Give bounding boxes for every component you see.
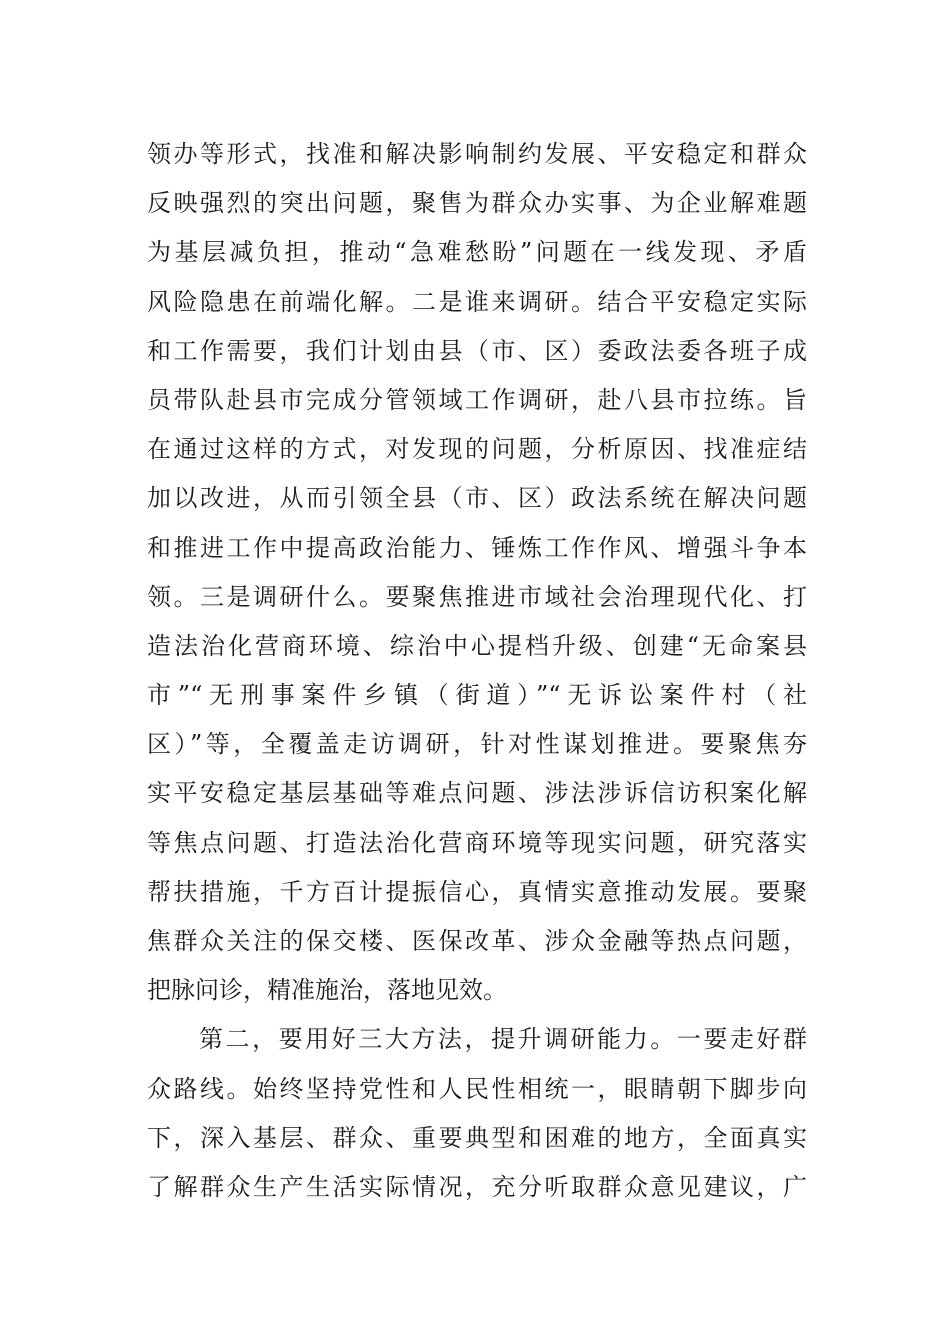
text-line: 造法治化营商环境、综治中心提档升级、创建“无命案县 [147, 631, 807, 660]
text-line: 领。三是调研什么。要聚焦推进市域社会治理现代化、打 [147, 582, 807, 611]
text-line: 为基层减负担，推动“急难愁盼”问题在一线发现、矛盾 [147, 238, 807, 267]
paragraph-first-line: 第二，要用好三大方法，提升调研能力。一要走好群 [199, 1025, 807, 1054]
text-line: 焦群众关注的保交楼、医保改革、涉众金融等热点问题， [147, 927, 807, 955]
text-line: 在通过这样的方式，对发现的问题，分析原因、找准症结 [147, 435, 807, 464]
text-line: 反映强烈的突出问题，聚售为群众办实事、为企业解难题 [147, 189, 807, 218]
text-line: 下，深入基层、群众、重要典型和困难的地方，全面真实 [147, 1123, 807, 1152]
text-line: 等焦点问题、打造法治化营商环境等现实问题，研究落实 [147, 828, 807, 857]
text-line: 员带队赴县市完成分管领域工作调研，赴八县市拉练。旨 [147, 385, 807, 414]
text-line: 市”“无刑事案件乡镇（街道）”“无诉讼案件村（社 [147, 681, 807, 710]
text-line: 和推进工作中提高政治能力、锤炼工作作风、增强斗争本 [147, 533, 807, 562]
text-line: 领办等形式，找准和解决影响制约发展、平安稳定和群众 [147, 140, 807, 168]
text-line: 风险隐患在前端化解。二是谁来调研。结合平安稳定实际 [147, 287, 807, 316]
text-line: 了解群众生产生活实际情况，充分听取群众意见建议，广 [147, 1172, 807, 1201]
body-text [147, 130, 807, 1212]
text-line: 众路线。始终坚持党性和人民性相统一，眼睛朝下脚步向 [147, 1074, 807, 1103]
text-line: 和工作需要，我们计划由县（市、区）委政法委各班子成 [147, 336, 807, 365]
text-line: 区）”等，全覆盖走访调研，针对性谋划推进。要聚焦夯 [147, 730, 807, 759]
paragraph-end-line: 把脉问诊，精准施治，落地见效。 [147, 976, 507, 1005]
text-line: 帮扶措施，千方百计提振信心，真情实意推动发展。要聚 [147, 877, 807, 906]
text-line: 实平安稳定基层基础等难点问题、涉法涉诉信访积案化解 [147, 779, 807, 808]
text-line: 加以改进，从而引领全县（市、区）政法系统在解决问题 [147, 484, 807, 513]
